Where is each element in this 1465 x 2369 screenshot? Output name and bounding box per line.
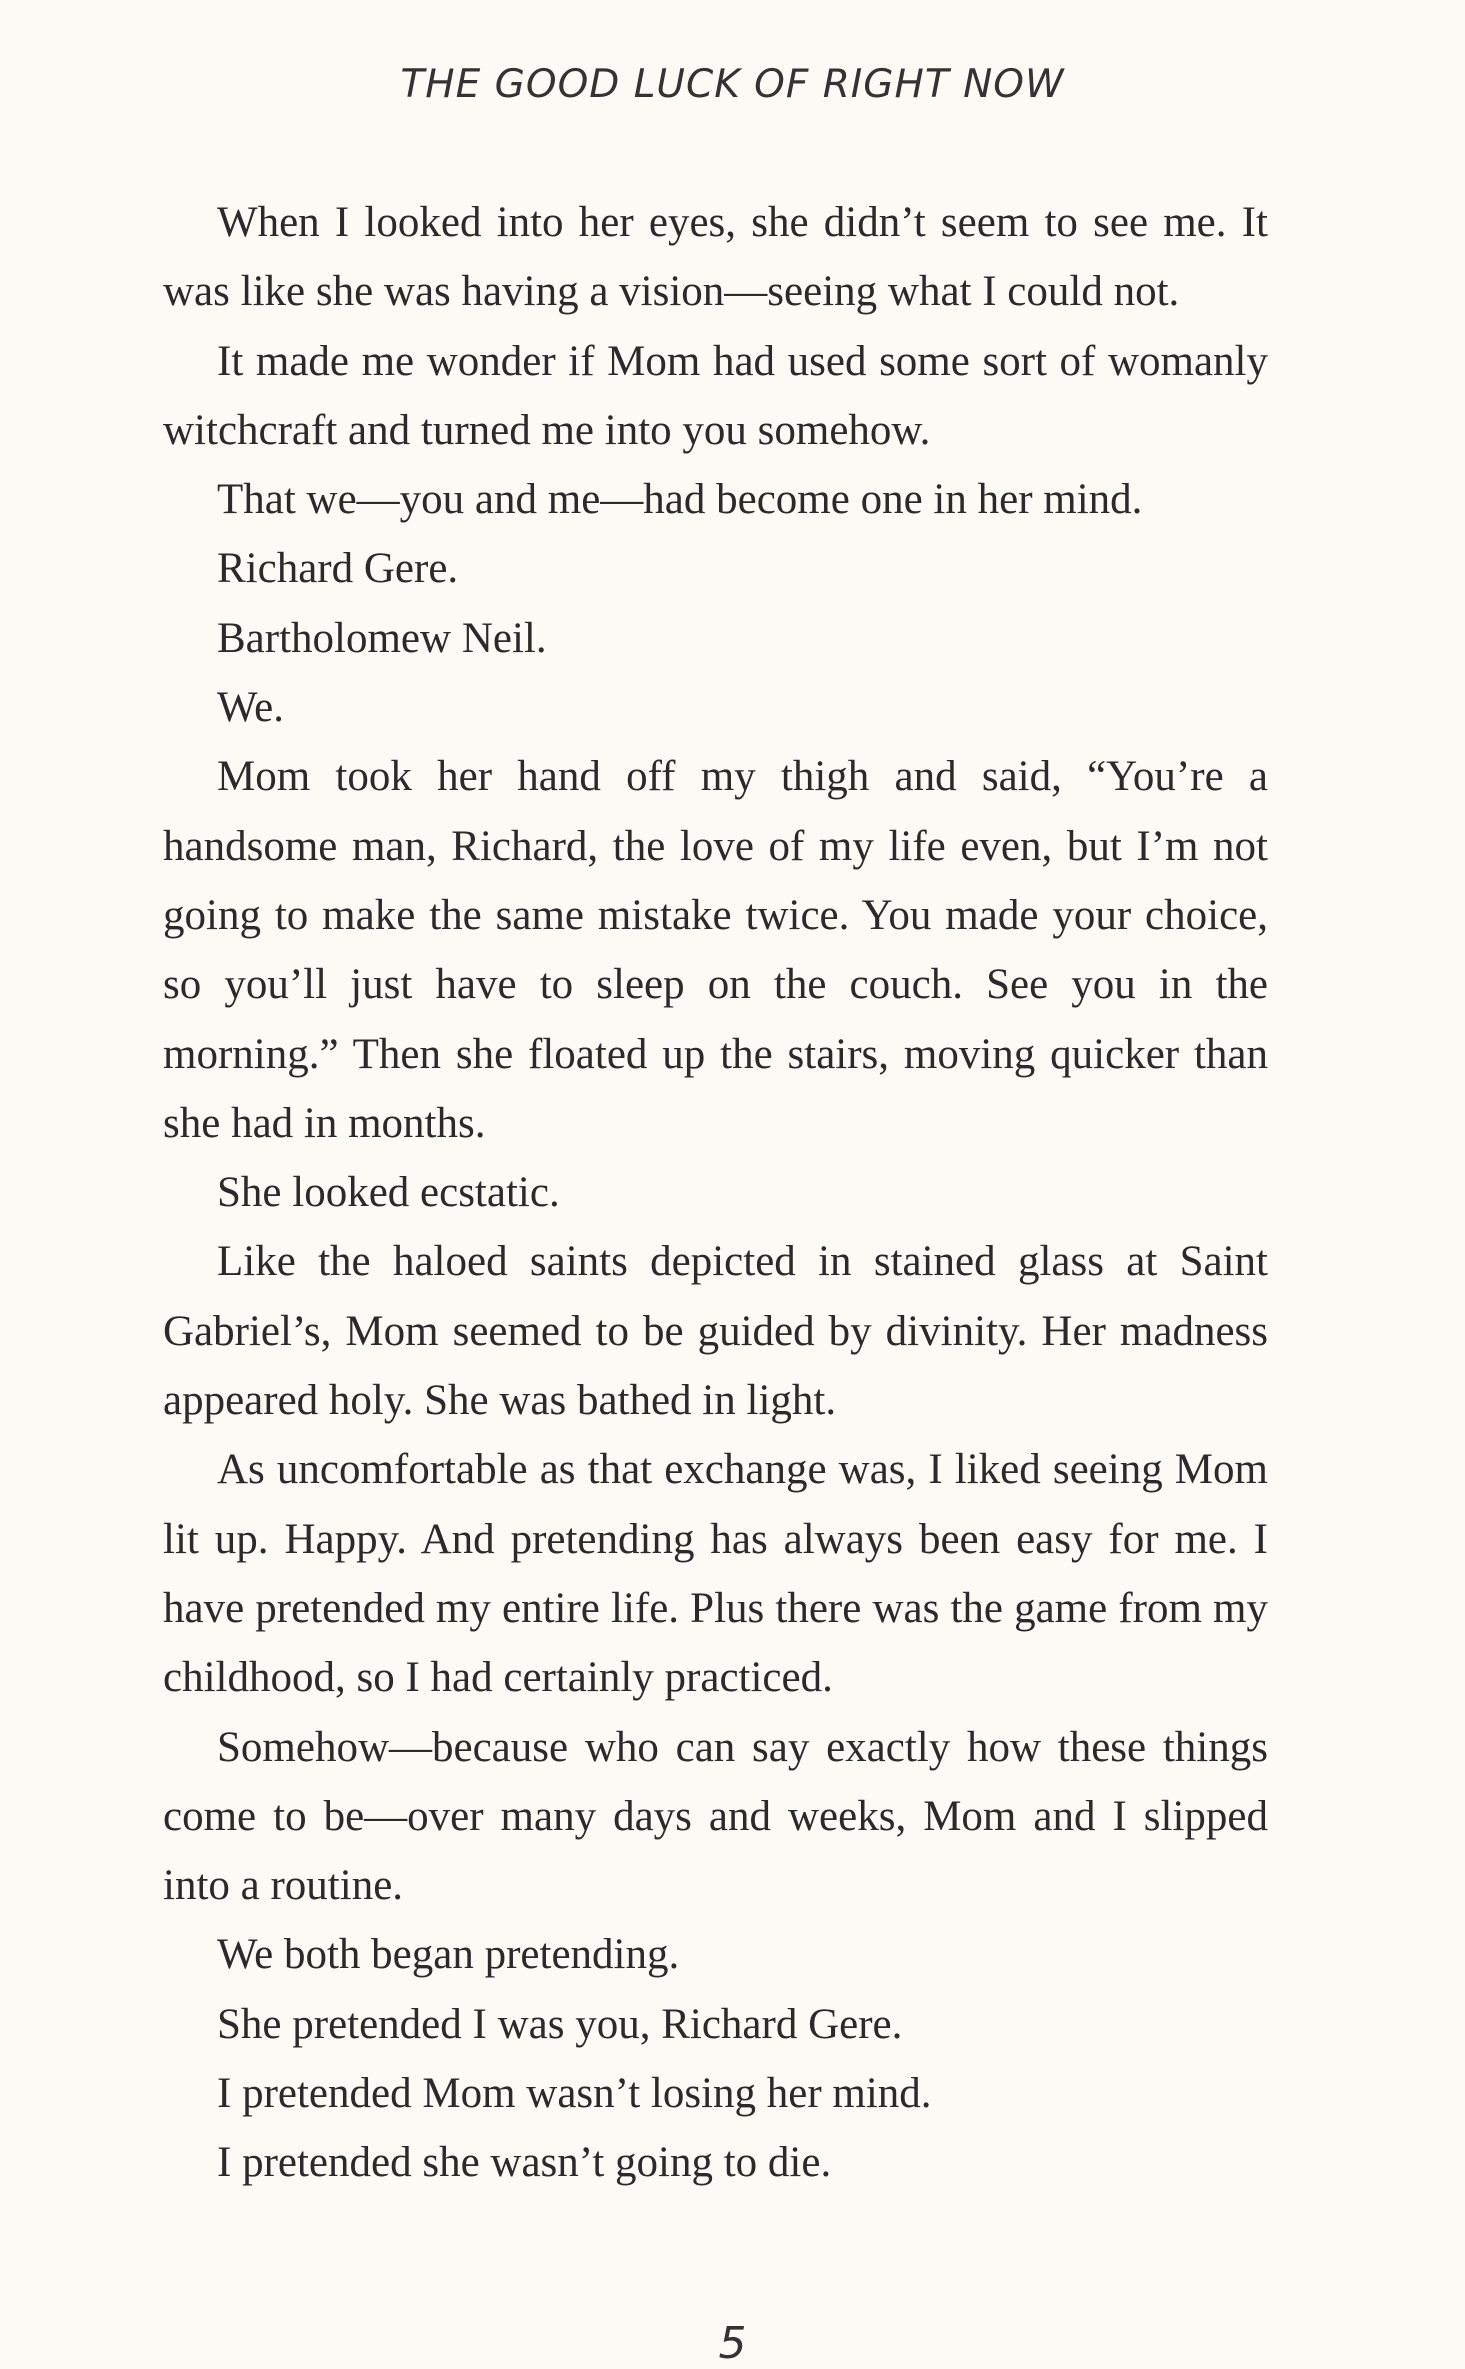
body-text — [163, 188, 1268, 2198]
paragraph: I pretended Mom wasn’t losing her mind. — [217, 2070, 932, 2118]
paragraph: Richard Gere. — [217, 545, 459, 593]
paragraph: I pretended she wasn’t going to die. — [217, 2139, 832, 2187]
paragraph: Bartholomew Neil. — [217, 614, 547, 662]
paragraph: She looked ecstatic. — [217, 1169, 560, 1217]
paragraph: That we—you and me—had become one in her mind. — [217, 476, 1143, 524]
paragraph: As uncomfortable as that exchange was, I liked seeing Mom lit up. Happy. And pretending has always been easy for me. I have pretended my entire life. Plus there was the game from my childhood, so I had certainly practiced. — [163, 1446, 1268, 1702]
running-head: THE GOOD LUCK OF RIGHT NOW — [400, 62, 1065, 107]
page-number: 5 — [718, 2318, 747, 2369]
paragraph: It made me wonder if Mom had used some sort of womanly witchcraft and turned me into you somehow. — [163, 337, 1268, 454]
paragraph: We. — [217, 684, 284, 732]
paragraph: Mom took her hand off my thigh and said, “You’re a handsome man, Richard, the love of my life even, but I’m not going to make the same mistake twice. You made your choice, so you’ll just have to sleep on the couch. See you in the morning.” Then she floated up the stairs, moving quicker than she had in months. — [163, 753, 1268, 1147]
paragraph: When I looked into her eyes, she didn’t seem to see me. It was like she was having a vision—seeing what I could not. — [163, 199, 1268, 316]
paragraph: Like the haloed saints depicted in stained glass at Saint Gabriel’s, Mom seemed to be guided by divinity. Her madness appeared holy. She was bathed in light. — [163, 1238, 1268, 1425]
paragraph: She pretended I was you, Richard Gere. — [217, 2000, 903, 2048]
paragraph: Somehow—because who can say exactly how these things come to be—over many days and weeks, Mom and I slipped into a routine. — [163, 1723, 1268, 1910]
paragraph: We both began pretending. — [217, 1931, 680, 1979]
